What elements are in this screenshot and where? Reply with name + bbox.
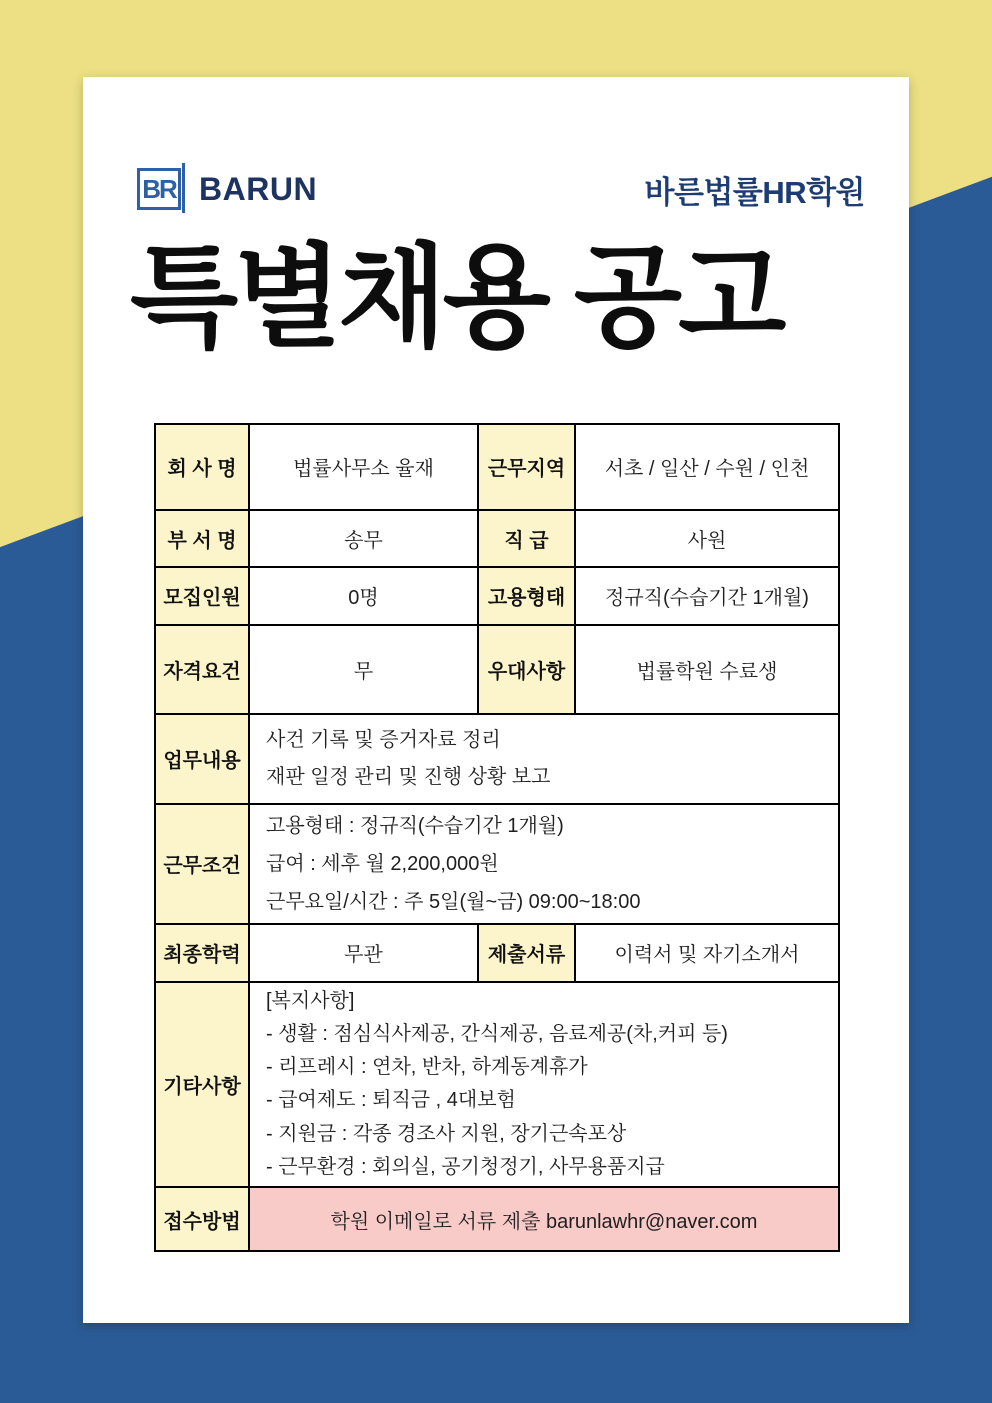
work-conditions-line: 급여 : 세후 월 2,200,000원	[266, 852, 499, 875]
row-education	[155, 924, 839, 982]
label-company-name: 회 사 명	[155, 424, 249, 510]
value-preferences: 법률학원 수료생	[575, 625, 839, 714]
academy-brand-text: 바른법률HR학원	[644, 174, 865, 210]
job-description-line: 사건 기록 및 증거자료 정리	[266, 728, 501, 751]
work-conditions-line: 근무요일/시간 : 주 5일(월~금) 09:00~18:00	[266, 890, 641, 913]
row-job-description	[155, 714, 839, 804]
etc-line: - 급여제도 : 퇴직금 , 4대보험	[266, 1089, 516, 1112]
etc-line: - 근무환경 : 회의실, 공기청정기, 사무용품지급	[266, 1155, 665, 1178]
etc-line: [복지사항]	[266, 989, 355, 1012]
barun-logo-icon-letters: BR	[142, 173, 176, 204]
label-department: 부 서 명	[155, 510, 249, 567]
label-etc: 기타사항	[155, 982, 249, 1187]
row-qualifications	[155, 625, 839, 714]
label-qualifications: 자격요건	[155, 625, 249, 714]
row-apply-method	[155, 1187, 839, 1251]
label-employment-type: 고용형태	[478, 567, 575, 625]
value-position: 사원	[575, 510, 839, 567]
value-work-location: 서초 / 일산 / 수원 / 인천	[575, 424, 839, 510]
label-work-conditions: 근무조건	[155, 804, 249, 924]
value-department: 송무	[249, 510, 478, 567]
etc-line: - 지원금 : 각종 경조사 지원, 장기근속포상	[266, 1122, 627, 1145]
value-education: 무관	[249, 924, 478, 982]
row-etc	[155, 982, 839, 1187]
value-apply-method: 학원 이메일로 서류 제출 barunlawhr@naver.com	[249, 1187, 839, 1251]
label-job-description: 업무내용	[155, 714, 249, 804]
value-employment-type: 정규직(수습기간 1개월)	[575, 567, 839, 625]
value-qualifications: 무	[249, 625, 478, 714]
label-preferences: 우대사항	[478, 625, 575, 714]
value-documents: 이력서 및 자기소개서	[575, 924, 839, 982]
value-recruit-count: 0명	[249, 567, 478, 625]
value-etc	[249, 982, 839, 1187]
label-education: 최종학력	[155, 924, 249, 982]
etc-line: - 생활 : 점심식사제공, 간식제공, 음료제공(차,커피 등)	[266, 1023, 728, 1046]
page-title: 특별채용 공고	[130, 235, 783, 360]
row-recruit-count	[155, 567, 839, 625]
label-documents: 제출서류	[478, 924, 575, 982]
job-info-table	[154, 423, 840, 1252]
value-company-name: 법률사무소 율재	[249, 424, 478, 510]
job-description-line: 재판 일정 관리 및 진행 상황 보고	[266, 765, 551, 788]
barun-logo-icon	[137, 168, 181, 210]
value-job-description	[249, 714, 839, 804]
brand-row	[137, 163, 865, 215]
label-apply-method: 접수방법	[155, 1187, 249, 1251]
row-company	[155, 424, 839, 510]
row-department	[155, 510, 839, 567]
barun-logo-text: BARUN	[199, 170, 318, 207]
work-conditions-line: 고용형태 : 정규직(수습기간 1개월)	[266, 814, 564, 837]
label-recruit-count: 모집인원	[155, 567, 249, 625]
label-position: 직 급	[478, 510, 575, 567]
value-work-conditions	[249, 804, 839, 924]
card	[83, 77, 909, 1323]
barun-logo	[137, 168, 317, 210]
etc-line: - 리프레시 : 연차, 반차, 하계동계휴가	[266, 1056, 588, 1079]
row-work-conditions	[155, 804, 839, 924]
label-work-location: 근무지역	[478, 424, 575, 510]
